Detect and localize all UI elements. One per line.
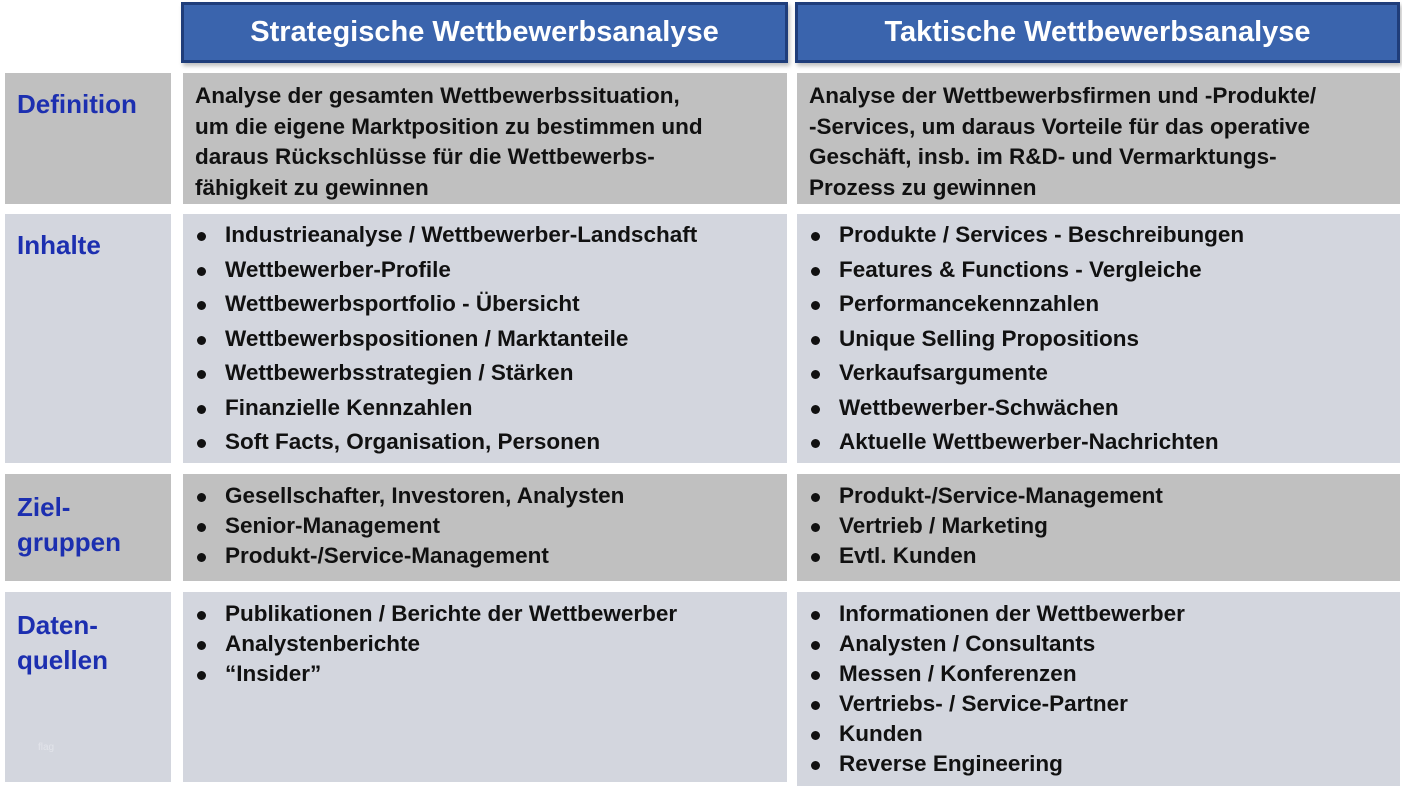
list-item: Wettbewerbsstrategien / Stärken bbox=[195, 356, 775, 391]
zielgruppen-tactical-list bbox=[809, 481, 1388, 571]
list-item: Performancekennzahlen bbox=[809, 287, 1388, 322]
row-label-datenquellen bbox=[5, 592, 171, 782]
inhalte-strategic-list bbox=[195, 218, 775, 460]
definition-strategic-cell: Analyse der gesamten Wettbewerbssituation, um die eigene Marktposition zu bestimmen und daraus Rückschlüsse für die Wettbewerbs- fähigkeit zu gewinnen bbox=[183, 73, 787, 204]
zielgruppen-tactical-cell bbox=[797, 474, 1400, 581]
list-item: Industrieanalyse / Wettbewerber-Landschaft bbox=[195, 218, 775, 253]
list-item: Messen / Konferenzen bbox=[809, 659, 1388, 689]
datenquellen-tactical-cell bbox=[797, 592, 1400, 786]
row-label-datenquellen-line2: quellen bbox=[17, 645, 109, 675]
row-label-definition bbox=[5, 73, 171, 204]
list-item: Produkt-/Service-Management bbox=[809, 481, 1388, 511]
list-item: Wettbewerbsportfolio - Übersicht bbox=[195, 287, 775, 322]
list-item: Informationen der Wettbewerber bbox=[809, 599, 1388, 629]
row-label-zielgruppen bbox=[5, 474, 171, 581]
definition-tactical-cell: Analyse der Wettbewerbsfirmen und -Produkte/ -Services, um daraus Vorteile für das operative Geschäft, insb. im R&D- und Vermarktungs- Prozess zu gewinnen bbox=[797, 73, 1400, 204]
inhalte-strategic-cell bbox=[183, 214, 787, 463]
list-item: Senior-Management bbox=[195, 511, 775, 541]
list-item: Soft Facts, Organisation, Personen bbox=[195, 425, 775, 460]
list-item: Evtl. Kunden bbox=[809, 541, 1388, 571]
inhalte-tactical-list bbox=[809, 218, 1388, 460]
list-item: Vertriebs- / Service-Partner bbox=[809, 689, 1388, 719]
row-label-zielgruppen-line2: gruppen bbox=[17, 527, 121, 557]
column-header-tactical: Taktische Wettbewerbsanalyse bbox=[795, 2, 1400, 63]
list-item: Vertrieb / Marketing bbox=[809, 511, 1388, 541]
datenquellen-strategic-cell bbox=[183, 592, 787, 782]
list-item: Aktuelle Wettbewerber-Nachrichten bbox=[809, 425, 1388, 460]
list-item: Verkaufsargumente bbox=[809, 356, 1388, 391]
list-item: Kunden bbox=[809, 719, 1388, 749]
list-item: Produkte / Services - Beschreibungen bbox=[809, 218, 1388, 253]
zielgruppen-strategic-cell bbox=[183, 474, 787, 581]
row-label-definition-text: Definition bbox=[17, 89, 137, 119]
column-header-strategic: Strategische Wettbewerbsanalyse bbox=[181, 2, 788, 63]
list-item: Analysten / Consultants bbox=[809, 629, 1388, 659]
datenquellen-strategic-list bbox=[195, 599, 775, 689]
list-item: Wettbewerbspositionen / Marktanteile bbox=[195, 322, 775, 357]
row-label-inhalte bbox=[5, 214, 171, 463]
list-item: Wettbewerber-Schwächen bbox=[809, 391, 1388, 426]
watermark: flag bbox=[38, 742, 55, 753]
list-item: Features & Functions - Vergleiche bbox=[809, 253, 1388, 288]
list-item: Finanzielle Kennzahlen bbox=[195, 391, 775, 426]
list-item: Gesellschafter, Investoren, Analysten bbox=[195, 481, 775, 511]
row-label-zielgruppen-line1: Ziel- bbox=[17, 492, 71, 522]
list-item: Analystenberichte bbox=[195, 629, 775, 659]
list-item: Wettbewerber-Profile bbox=[195, 253, 775, 288]
inhalte-tactical-cell bbox=[797, 214, 1400, 463]
list-item: Publikationen / Berichte der Wettbewerber bbox=[195, 599, 775, 629]
row-label-datenquellen-line1: Daten- bbox=[17, 610, 98, 640]
list-item: “Insider” bbox=[195, 659, 775, 689]
list-item: Unique Selling Propositions bbox=[809, 322, 1388, 357]
row-label-inhalte-text: Inhalte bbox=[17, 230, 101, 260]
datenquellen-tactical-list bbox=[809, 599, 1388, 779]
list-item: Produkt-/Service-Management bbox=[195, 541, 775, 571]
zielgruppen-strategic-list bbox=[195, 481, 775, 571]
list-item: Reverse Engineering bbox=[809, 749, 1388, 779]
